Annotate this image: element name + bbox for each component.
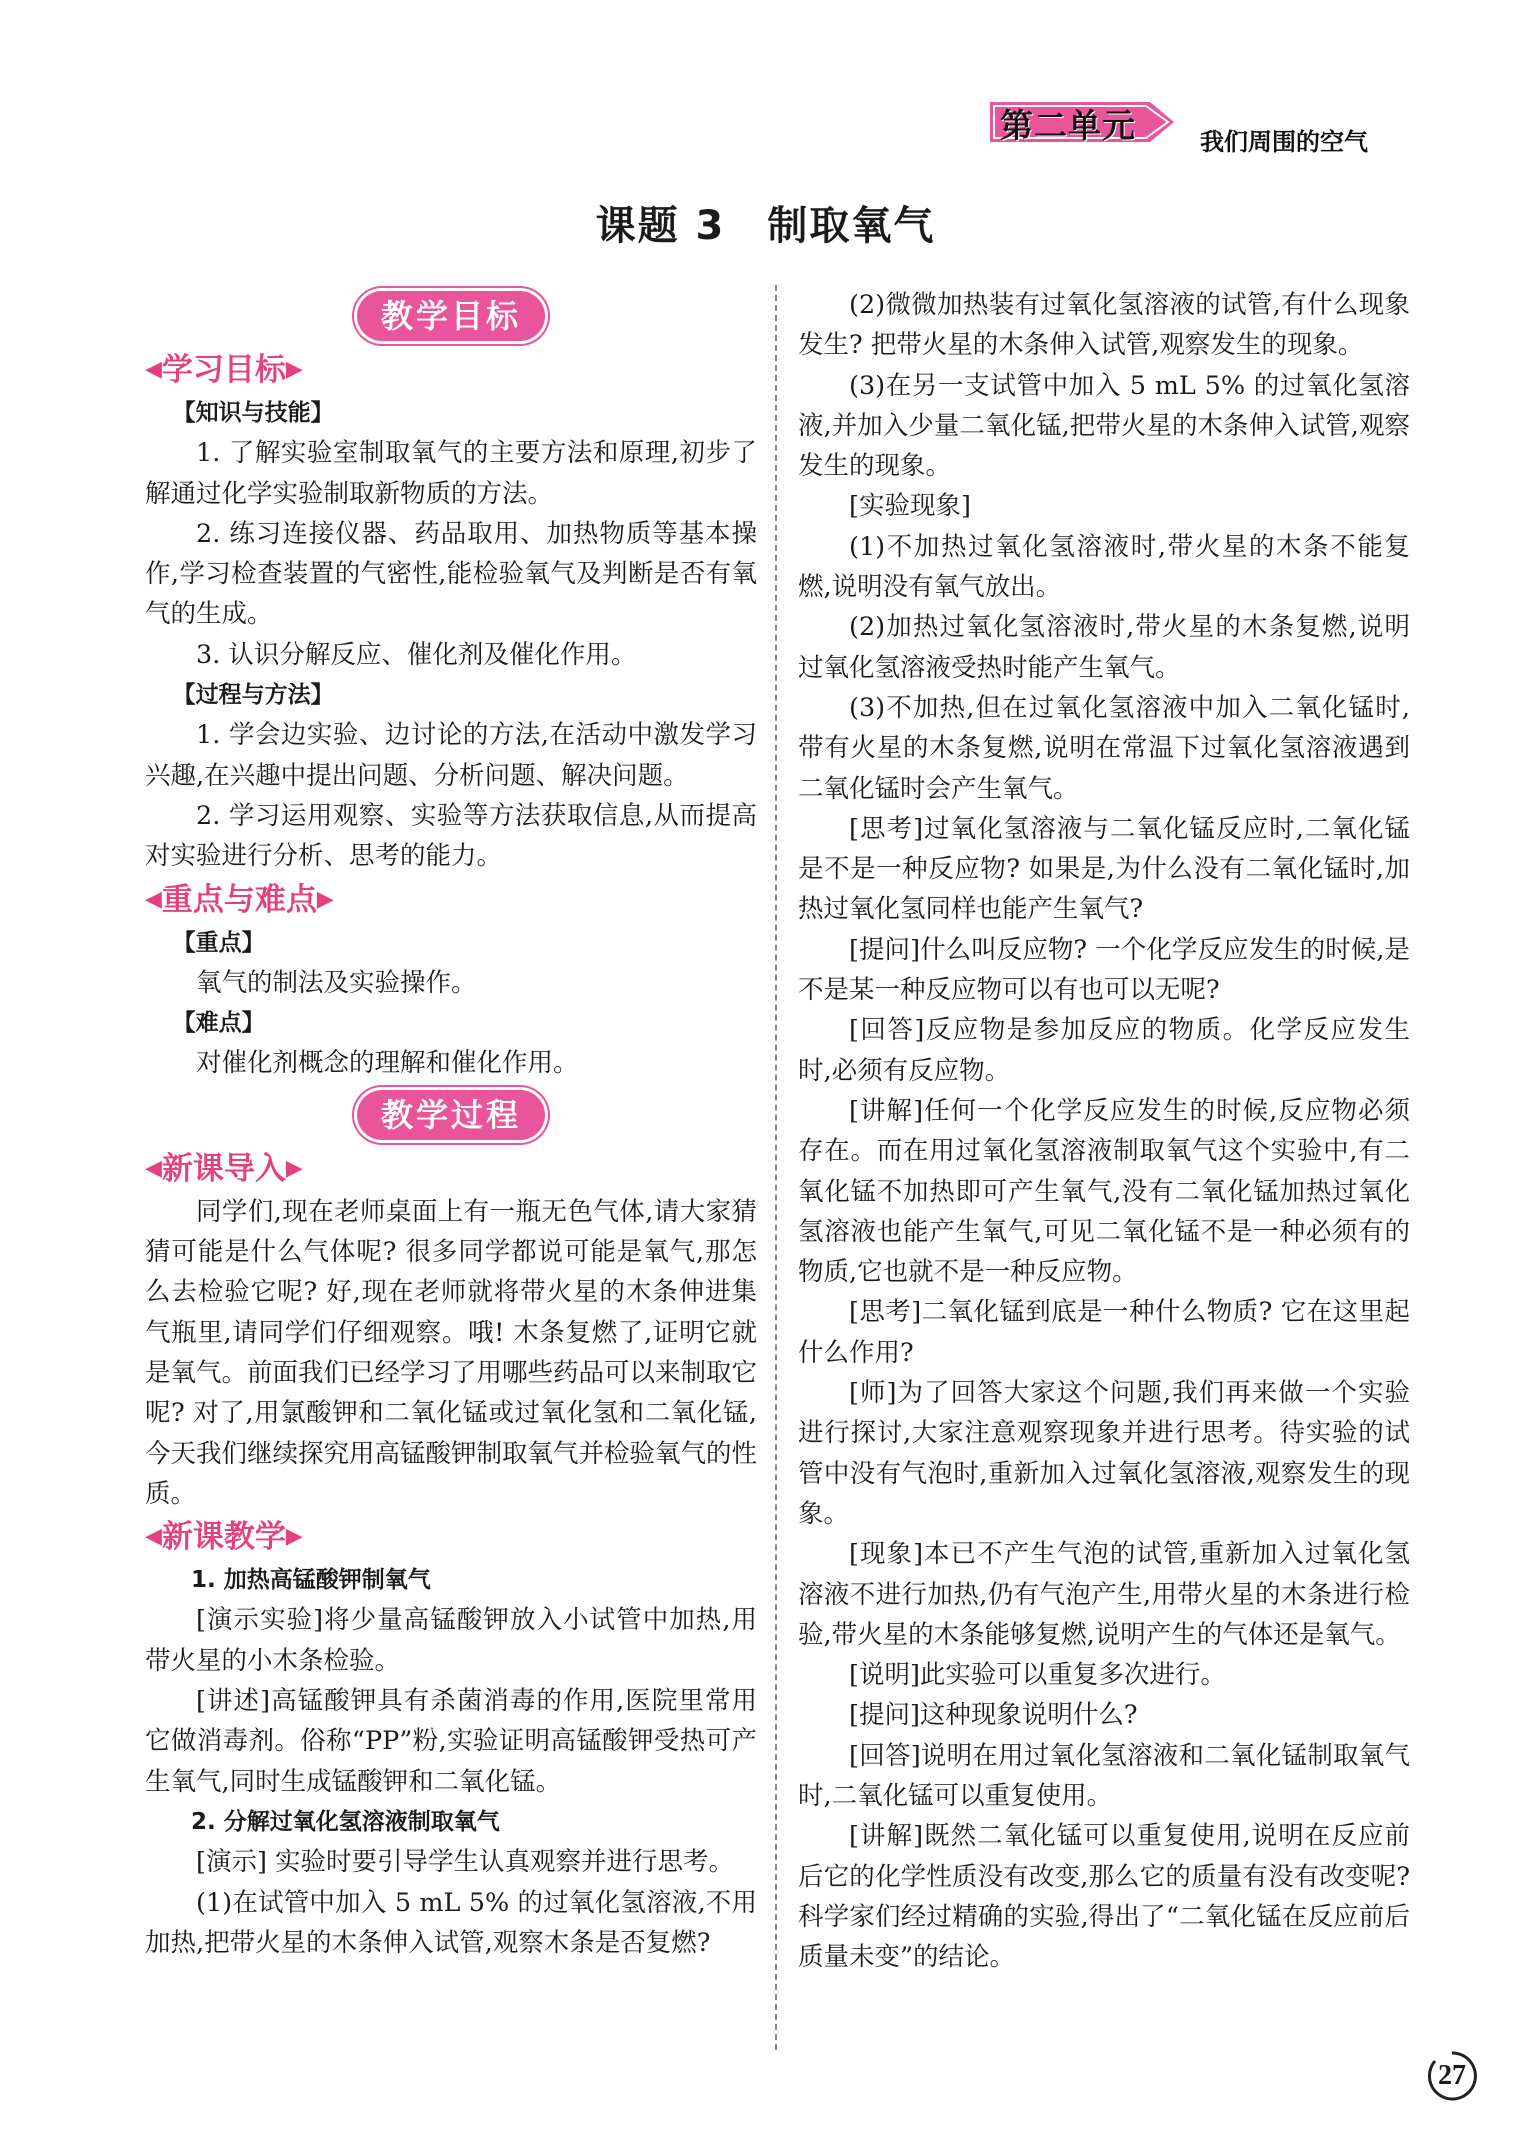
paragraph: [说明]此实验可以重复多次进行。 [849,1660,1226,1691]
topic-1-explain: [讲述]高锰酸钾具有杀菌消毒的作用,医院里常用它做消毒剂。俗称“PP”粉,实验证明高锰酸钾受热可产生氧气,同时生成锰酸钾和二氧化锰。 [145,1686,757,1797]
kb-item-3: 3. 认识分解反应、催化剂及催化作用。 [196,639,637,670]
unit-subtitle: 我们周围的空气 [1200,128,1368,156]
section-intro [145,1146,757,1192]
section-label: 学习目标 [161,352,286,388]
kb-item-2: 2. 练习连接仪器、药品取用、加热物质等基本操作,学习检查装置的气密性,能检验氧气及判断是否有氧气的生成。 [145,518,757,630]
section-label: 新课教学 [161,1519,286,1556]
pm-item-2: 2. 学习运用观察、实验等方法获取信息,从而提高对实验进行分析、思考的能力。 [145,800,757,872]
paragraph: (3)在另一支试管中加入 5 mL 5% 的过氧化氢溶液,并加入少量二氧化锰,把带火星的木条伸入试管,观察发生的现象。 [798,370,1410,482]
paragraph: (1)不加热过氧化氢溶液时,带火星的木条不能复燃,说明没有氧气放出。 [798,531,1410,603]
right-column [798,285,1410,1977]
paragraph: (2)微微加热装有过氧化氢溶液的试管,有什么现象发生? 把带火星的木条伸入试管,观察发生的现象。 [798,290,1410,361]
key-text: 氧气的制法及实验操作。 [196,967,477,998]
paragraph: [现象]本已不产生气泡的试管,重新加入过氧化氢溶液不进行加热,仍有气泡产生,用带火星的木条进行检验,带火星的木条能够复燃,说明产生的气体还是氧气。 [798,1539,1410,1650]
page-number [1425,2049,1479,2103]
triangle-right-icon: ▶ [285,1155,303,1181]
pill-process-wrap [145,1086,757,1144]
section-learning-goals [145,347,757,393]
difficulty-text: 对催化剂概念的理解和催化作用。 [196,1048,579,1079]
triangle-right-icon: ▶ [285,1524,303,1550]
left-column [145,285,757,1963]
kb-label: 【知识与技能】 [172,400,334,426]
difficulty-label: 【难点】 [172,1010,265,1037]
topic-2-step-1: (1)在试管中加入 5 mL 5% 的过氧化氢溶液,不用加热,把带火星的木条伸入试管,观察木条是否复燃? [145,1887,757,1958]
pm-item-1: 1. 学会边实验、边讨论的方法,在活动中激发学习兴趣,在兴趣中提出问题、分析问题、解决问题。 [145,720,757,791]
paragraph: [提问]这种现象说明什么? [849,1700,1138,1731]
triangle-right-icon: ▶ [285,357,303,382]
paragraph: [回答]反应物是参加反应的物质。化学反应发生时,必须有反应物。 [798,1015,1410,1086]
pm-label: 【过程与方法】 [172,682,334,709]
pill-teaching-process: 教学过程 [357,1090,545,1140]
paragraph: [思考]二氧化锰到底是一种什么物质? 它在这里起什么作用? [798,1297,1410,1368]
topic-2-demo: [演示] 实验时要引导学生认真观察并进行思考。 [196,1847,735,1878]
topic-2-title: 2. 分解过氧化氢溶液制取氧气 [191,1808,500,1835]
triangle-right-icon: ▶ [316,886,334,912]
paragraph: [实验现象] [849,491,971,522]
pill-teaching-goals: 教学目标 [357,291,545,341]
intro-text: 同学们,现在老师桌面上有一瓶无色气体,请大家猜猜可能是什么气体呢? 很多同学都说可能是氧气,那怎么去检验它呢? 好,现在老师就将带火星的木条伸进集气瓶里,请同学们仔细观察。哦! 木条复燃了,证明它就是氧气。前面我们已经学习了用哪些药品可以来制取它呢? 对了,用氯酸钾和二氧化锰或过氧化氢和二氧化锰,今天我们继续探究用高锰酸钾制取氧气并检验氧气的性质。 [145,1196,758,1509]
page-title: 课题 3 制取氧气 [595,203,936,249]
unit-label: 第二单元 [1000,106,1136,145]
pill-goals-wrap [145,287,757,345]
paragraph: [回答]说明在用过氧化氢溶液和二氧化锰制取氧气时,二氧化锰可以重复使用。 [798,1740,1410,1811]
topic-1-title: 1. 加热高锰酸钾制氧气 [191,1567,431,1594]
paragraph: [提问]什么叫反应物? 一个化学反应发生的时候,是不是某一种反应物可以有也可以无呢? [798,934,1410,1006]
triangle-left-icon: ◀ [145,357,162,382]
page-number-text: 27 [1438,2060,1466,2091]
section-label: 重点与难点 [161,881,317,918]
paragraph: [讲解]任何一个化学反应发生的时候,反应物必须存在。而在用过氧化氢溶液制取氧气这个实验中,有二氧化锰不加热即可产生氧气,没有二氧化锰加热过氧化氢溶液也能产生氧气,可见二氧化锰不是一种必须有的物质,它也就不是一种反应物。 [798,1095,1410,1288]
topic-1-demo: [演示实验]将少量高锰酸钾放入小试管中加热,用带火星的小木条检验。 [145,1605,757,1676]
paragraph: [思考]过氧化氢溶液与二氧化锰反应时,二氧化锰是不是一种反应物? 如果是,为什么没有二氧化锰时,加热过氧化氢同样也能产生氧气? [798,813,1410,925]
column-divider [775,285,777,2050]
section-new-teaching [145,1514,757,1560]
paragraph: (3)不加热,但在过氧化氢溶液中加入二氧化锰时,带有火星的木条复燃,说明在常温下过氧化氢溶液遇到二氧化锰时会产生氧气。 [798,692,1410,804]
kb-item-1: 1. 了解实验室制取氧气的主要方法和原理,初步了解通过化学实验制取新物质的方法。 [145,438,757,509]
page-number-circle-icon [1425,2049,1479,2103]
triangle-left-icon: ◀ [145,1524,162,1550]
key-label: 【重点】 [172,929,265,956]
paragraph: [师]为了回答大家这个问题,我们再来做一个实验进行探讨,大家注意观察现象并进行思考。待实验的试管中没有气泡时,重新加入过氧化氢溶液,观察发生的现象。 [798,1378,1410,1529]
section-key-points [145,877,757,923]
paragraph: (2)加热过氧化氢溶液时,带火星的木条复燃,说明过氧化氢溶液受热时能产生氧气。 [798,612,1410,683]
paragraph: [讲解]既然二氧化锰可以重复使用,说明在反应前后它的化学性质没有改变,那么它的质量有没有改变呢? 科学家们经过精确的实验,得出了“二氧化锰在反应前后质量未变”的结论。 [798,1821,1410,1973]
triangle-left-icon: ◀ [145,886,162,912]
triangle-left-icon: ◀ [145,1155,162,1181]
section-label: 新课导入 [161,1150,286,1187]
